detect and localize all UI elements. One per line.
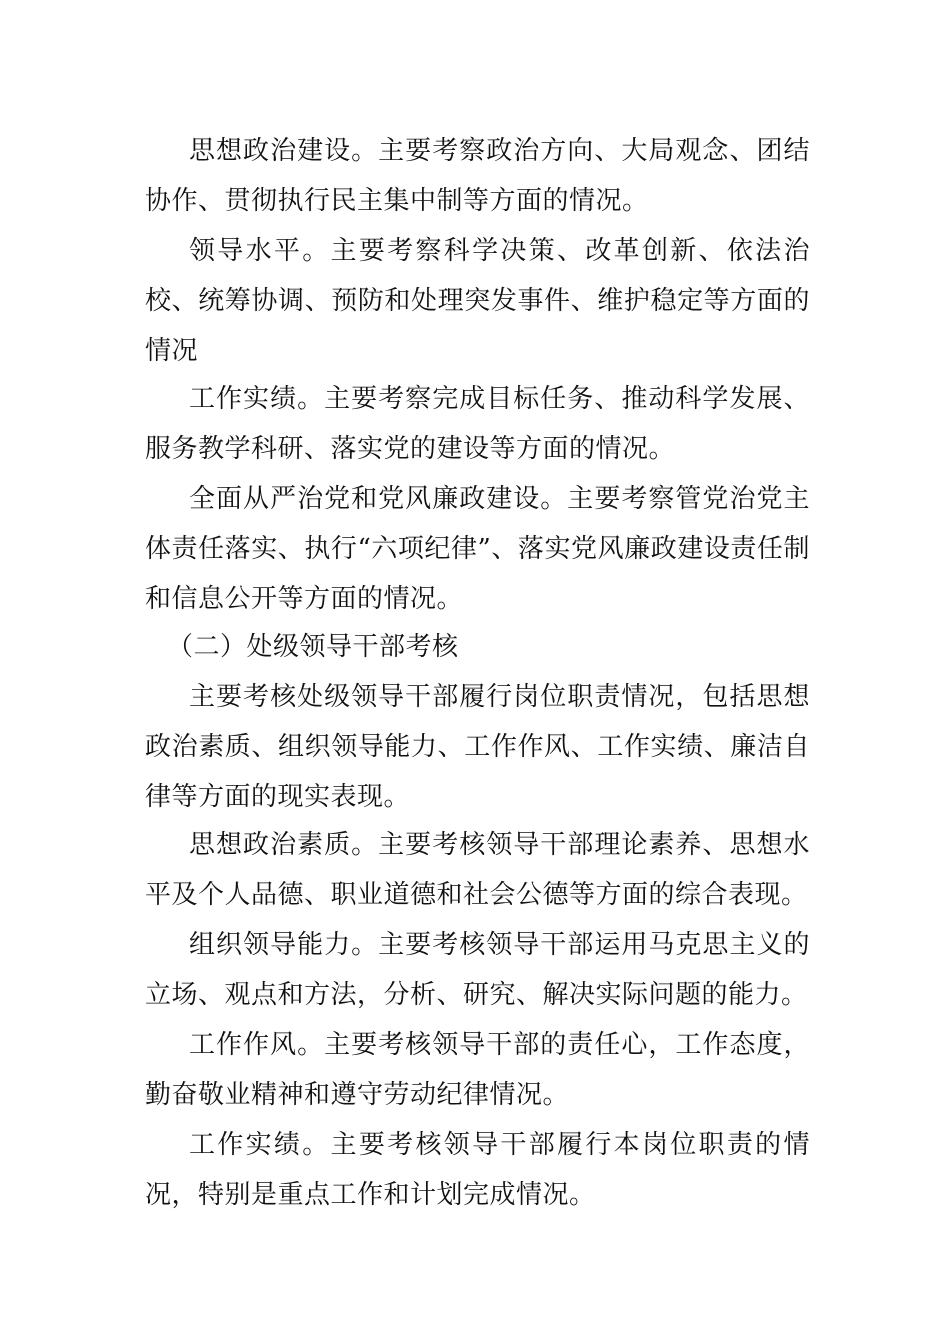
paragraph-political-construction: 思想政治建设。主要考察政治方向、大局观念、团结协作、贯彻执行民主集中制等方面的情况。 bbox=[145, 136, 810, 216]
paragraph-leadership-level: 领导水平。主要考察科学决策、改革创新、依法治校、统筹协调、预防和处理突发事件、维护稳定等方面的情况 bbox=[145, 236, 810, 366]
paragraph-division-assessment-overview: 主要考核处级领导干部履行岗位职责情况，包括思想政治素质、组织领导能力、工作作风、工作实绩、廉洁自律等方面的现实表现。 bbox=[145, 682, 810, 812]
paragraph-party-discipline: 全面从严治党和党风廉政建设。主要考察管党治党主体责任落实、执行“六项纪律”、落实党风廉政建设责任制和信息公开等方面的情况。 bbox=[145, 484, 810, 614]
paragraph-work-style: 工作作风。主要考核领导干部的责任心，工作态度，勤奋敬业精神和遵守劳动纪律情况。 bbox=[145, 1030, 810, 1110]
paragraph-work-performance: 工作实绩。主要考核领导干部履行本岗位职责的情况，特别是重点工作和计划完成情况。 bbox=[145, 1130, 810, 1210]
paragraph-political-quality: 思想政治素质。主要考核领导干部理论素养、思想水平及个人品德、职业道德和社会公德等方面的综合表现。 bbox=[145, 830, 810, 910]
paragraph-work-achievements: 工作实绩。主要考察完成目标任务、推动科学发展、服务教学科研、落实党的建设等方面的情况。 bbox=[145, 384, 810, 464]
paragraph-organizational-ability: 组织领导能力。主要考核领导干部运用马克思主义的立场、观点和方法，分析、研究、解决实际问题的能力。 bbox=[145, 930, 810, 1010]
section-heading-division-cadres: （二）处级领导干部考核 bbox=[167, 632, 459, 662]
